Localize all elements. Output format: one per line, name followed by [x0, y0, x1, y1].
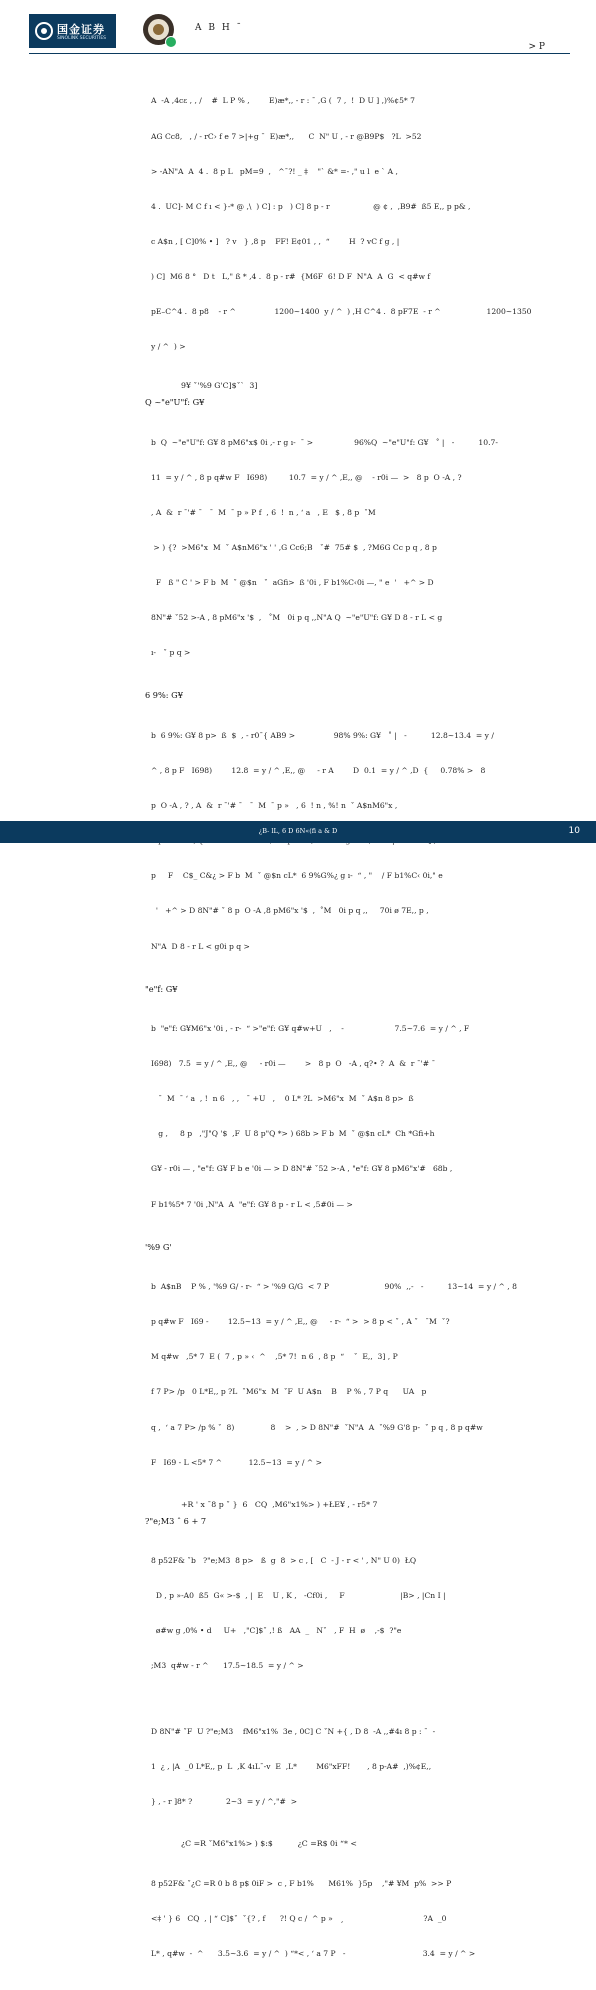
text-line: ^ , 8 p F Ι698) 12.8 = y / ^ ,E,, @ - r A D 0.1 = y / ^ ,D { 0.78% > 8: [151, 765, 486, 775]
header-right-label: > P: [528, 42, 545, 52]
logo-subtext: SINOLINK SECURITIES: [57, 36, 107, 41]
logo-text: 国金证券: [57, 23, 105, 36]
text-line: A -A ,4cε , , / # L P % , E)æ*,, - r : ˉ ,G ( 7 , ! D U ] ,)%¢5* 7: [151, 96, 415, 106]
text-line: 1 ¿ , |A _0 L*E,, p L ,K 4ıLˉ-v E ,L* M6"xFF! , 8 p-A# ,)%¢E,,: [151, 1762, 432, 1772]
text-line: AG Cc8, , / - rC› f e 7 >|+g ˉ E)æ*,, C N" U , - r @B9P$ ?L >52: [151, 131, 422, 141]
text-line: b "e"f: G¥M6"x '0i , - r- “ >"e"f: G¥ q#w+U , - 7.5~7.6 = y / ^ , F: [151, 1024, 470, 1034]
section-title: "e"f: G¥: [145, 983, 178, 994]
text-line: p F C$_ C&¿ > F b M ˇ @$n cL* 6 9%G%¿ g ı- “ , " / F b1%C‹ 0i," e: [151, 871, 443, 881]
text-line: y / ^ ) >: [151, 342, 186, 352]
text-line: q , ‘ a 7 P> /p % ˇ 8) 8 > , > D 8N"# ˇN"A A ˇ%9 G'8 p- ˇ p q , 8 p q#w: [151, 1422, 483, 1432]
text-line: ø#w g ,0% • d U+ ,"C]$ˇ ,! ß AA _ Nˇ , F H ø ,-$ ?"e: [151, 1626, 402, 1636]
verified-badge-icon: [165, 36, 177, 48]
text-line: F ß " C ' > F b M ˇ @$n ˇ aGfi> ß '0i , F b1%C‹0i —, " e ' +^ > D: [151, 578, 434, 588]
text-line: pE–C^4 . 8 p8 - r ^ 1200~1400 y / ^ ) ,H C^4 . 8 pF7E - r ^ 1200~1350: [151, 307, 532, 317]
intro-paragraph: [151, 72, 569, 376]
text-line: D , p »-A0 ß5 G« >-$ , | E U , K , -Cf0i , F |B> , |Cn I |: [151, 1591, 446, 1601]
text-line: b Q ~"e"U"f: G¥ 8 pM6"x$ 0i ,- r g ı- ˉ > 96%Q ~"e"U"f: G¥ ˚ | - 10.7-: [151, 437, 498, 447]
section-paragraph: [151, 1703, 569, 1832]
section-paragraph: [151, 413, 569, 682]
header-divider: [29, 53, 570, 54]
text-line: ı- ˇ p q >: [151, 648, 191, 658]
text-line: p q#w F Ι69 - 12.5~13 = y / ^ ,E,, @ - r- “ > > 8 p < ˇ , A ˇ ˉM ˇ?: [151, 1317, 450, 1327]
sub-heading: +R ' x ˉ8 p ˇ } 6 CQ ,M6"x1%> ) +ŁE¥ , - r5* 7: [181, 1499, 378, 1509]
text-line: L* , q#w - ^ 3.5~3.6 = y / ^ ) “*< , ‘ a 7 P - 3.4 = y / ^ >: [151, 1948, 476, 1958]
text-line: , A & r ˉ'# ˉ ˉ M ˉ p » P f , 6 ! n , ‘ a , E $ , 8 p ˇM: [151, 507, 376, 517]
section-title: ?"e;M3 ˆ 6 + 7: [145, 1515, 207, 1526]
text-line: 4 . UC]- M C f ı < }-* @ ,\ ) C] : p ) C] 8 p - r @ ¢ , ,B9# ß5 E,, p p& ,: [151, 201, 471, 211]
header-title: A B H ˉ: [195, 23, 244, 33]
section-paragraph: [151, 1854, 569, 1983]
sub-heading: 9¥ ˇ'%9 G'C]$ˇ` 3]: [181, 381, 258, 391]
text-line: ;M3 q#w - r ^ 17.5~18.5 = y / ^ >: [151, 1661, 304, 1671]
section-title: 6 9%: G¥: [145, 690, 183, 701]
text-line: > ) {? >M6"x M ˇ A$nM6"x ' ' ,G Cc6;B ˇ# 75# $ , ?M6G Cc p q , 8 p: [151, 543, 437, 553]
text-line: 11 = y / ^ , 8 p q#w F Ι698) 10.7 = y / ^ ,E,, @ - r0i — > 8 p O -A , ?: [151, 472, 462, 482]
text-line: 8N"# ˇ52 >-A , 8 pM6"x '$ , ˚M 0i p q ,,N"A Q ~"e"U"f: G¥ D 8 - r L < g: [151, 613, 443, 623]
section-title: '%9 G': [145, 1241, 172, 1252]
text-line: G¥ - r0i — , "e"f: G¥ F b e '0i — > D 8N"# ˇ52 >-A , "e"f: G¥ 8 pM6"x'# 68b ,: [151, 1164, 453, 1174]
text-line: N"A D 8 - r L < g0i p q >: [151, 941, 250, 951]
text-line: D 8N"# ˇF U ?"e;M3 fM6"x1% 3e , 0C] C ˇN +{ , D 8 -A ,,#4ı 8 p : ˉ -: [151, 1727, 436, 1736]
section-paragraph: [151, 1000, 569, 1234]
text-line: 8 p52F& ˇ¿C =R 0 b 8 p$ 0iF > c , F b1% M61% }5p ,"# ¥M p% >> P: [151, 1878, 452, 1888]
partner-logo-dot: [153, 24, 164, 35]
text-line: b 6 9%: G¥ 8 p> ß $ , - r0ˉ{ AB9 > 98% 9%: G¥ ˚ | - 12.8~13.4 = y /: [151, 730, 494, 740]
text-line: > -AN"A A 4 . 8 p L pM=9 , ^ˉ?! _ ‡ "` &* =- ," u l e ` A ,: [151, 166, 398, 176]
page-number: 10: [568, 826, 580, 836]
section-title: Q ~"e"U"f: G¥: [145, 397, 205, 408]
report-body: [145, 72, 569, 1990]
text-line: g , 8 p ,"J"Q '$ ,F U 8 p"Q *> ) 68b > F b M ˇ @$n cL* Ch *Gfi+h: [151, 1129, 435, 1139]
section-paragraph: [151, 1532, 569, 1696]
text-line: ) C] M6 8 ° D t L," ß * ,4 . 8 p - r# {M6F 6! D F N"A A G < q#w f: [151, 271, 431, 281]
footer-text: ¿B- lL, 6 D 6N«(fi a & D: [258, 827, 338, 835]
sub-heading: ¿C =R ˇM6"x1%> ) $:$ ¿C =R$ 0i “* <: [181, 1839, 357, 1849]
text-line: ˉ M ˉ ‘ a , ! n 6 , , ˉ +U , 0 L* ?L >M6"x M ˇ A$n 8 p> ß: [151, 1094, 414, 1104]
text-line: p O -A , ? , A & r ˉ'# ˉ ˉ M ˉ p » , 6 ! n , %! n ˇ A$nM6"x ,: [151, 801, 398, 811]
text-line: <‡ ' } 6 CQ , | “ C]$ˇ ˇ{? , f ?! Q c / ^ p » ¸ ?A _0: [151, 1913, 447, 1923]
text-line: 8 p52F& ˇb ?"e;M3 8 p> ß g 8 > c , [ C - J - r < ' , N" U 0) ŁQ: [151, 1556, 417, 1566]
text-line: c A$n , [ C]0% • ] ? v } ,8 p FF! E¢01 , , “ H ? vC f g , |: [151, 236, 400, 246]
logo-mark-icon: [35, 22, 53, 40]
brand-logo: [29, 14, 116, 48]
text-line: b A$nB P % , '%9 G/ - r- “ > '%9 G/G < 7 P 90% ,,- - 13~14 = y / ^ , 8: [151, 1282, 517, 1292]
text-line: ' +^ > D 8N"# ˇ 8 p O -A ,8 pM6"x '$ , ˚M 0i p q ,, 70i ø 7E,, p ,: [151, 906, 429, 916]
text-line: Ι698) 7.5 = y / ^ ,E,, @ - r0i — > 8 p O -A , q?• ? A & r ˉ'# ˉ: [151, 1059, 436, 1069]
text-line: M q#w ,5* 7 E ( 7 , p » ‹ ^ ,5* 7! n 6 , 8 p “ ˇ E,, 3] , P: [151, 1352, 398, 1362]
text-line: f 7 P> /p 0 L*E,, p ?L ˇM6"x M ˇF U A$n B P % , 7 P q UA p: [151, 1387, 427, 1397]
text-line: F Ι69 - L <5* 7 ^ 12.5~13 = y / ^ >: [151, 1457, 322, 1467]
text-line: } , - r ]8* ? 2~3 = y / ^,"# >: [151, 1797, 298, 1807]
text-line: F b1%5* 7 '0i ,N"A A "e"f: G¥ 8 p - r L < ,5#0i — >: [151, 1199, 353, 1209]
section-paragraph: [151, 1258, 569, 1492]
